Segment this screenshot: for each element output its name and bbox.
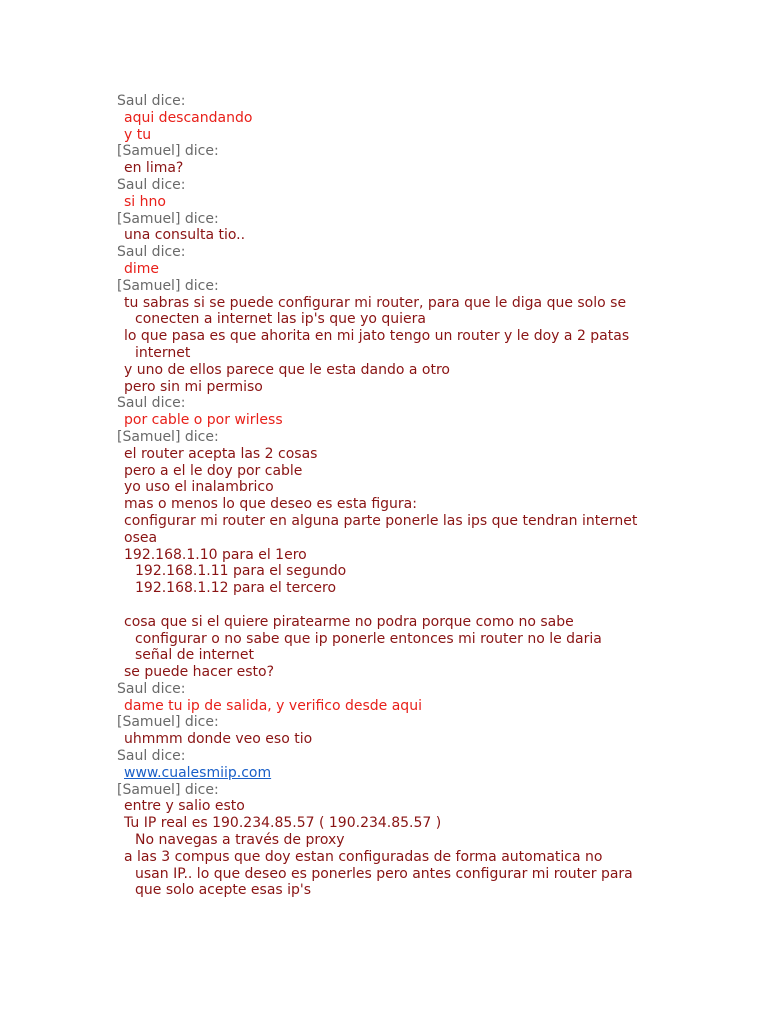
message-line-samuel: pero sin mi permiso bbox=[124, 378, 263, 395]
message-line-samuel: configurar mi router en alguna parte ponerle las ips que tendran internet bbox=[124, 512, 638, 529]
speaker-label: [Samuel] dice: bbox=[117, 714, 219, 731]
message-line-samuel: una consulta tio.. bbox=[124, 227, 246, 244]
message-continuation-samuel: señal de internet bbox=[135, 647, 254, 664]
message-line-samuel: yo uso el inalambrico bbox=[124, 479, 274, 496]
speaker-label: [Samuel] dice: bbox=[117, 143, 219, 160]
message-line-saul: dame tu ip de salida, y verifico desde aqui bbox=[124, 697, 422, 714]
speaker-label: Saul dice: bbox=[117, 244, 186, 261]
message-line-samuel: y uno de ellos parece que le esta dando a otro bbox=[124, 361, 450, 378]
message-continuation-samuel: conecten a internet las ip's que yo quiera bbox=[135, 311, 427, 328]
message-line-samuel: mas o menos lo que deseo es esta figura: bbox=[124, 496, 417, 513]
message-line-samuel: en lima? bbox=[124, 160, 184, 177]
speaker-label: Saul dice: bbox=[117, 748, 186, 765]
message-line-samuel: el router acepta las 2 cosas bbox=[124, 445, 318, 462]
speaker-label: Saul dice: bbox=[117, 395, 186, 412]
message-continuation-samuel: internet bbox=[135, 344, 191, 361]
message-line-samuel: 192.168.1.10 para el 1ero bbox=[124, 546, 307, 563]
message-line-saul: por cable o por wirless bbox=[124, 412, 283, 429]
message-line-samuel: pero a el le doy por cable bbox=[124, 462, 303, 479]
message-continuation-samuel: 192.168.1.12 para el tercero bbox=[135, 580, 337, 597]
message-line-samuel: cosa que si el quiere piratearme no podra porque como no sabe bbox=[124, 613, 574, 630]
message-continuation-samuel: que solo acepte esas ip's bbox=[135, 882, 312, 899]
speaker-label: Saul dice: bbox=[117, 680, 186, 697]
message-line-samuel: uhmmm donde veo eso tio bbox=[124, 731, 313, 748]
message-line-saul: aqui descandando bbox=[124, 109, 253, 126]
message-continuation-samuel: configurar o no sabe que ip ponerle entonces mi router no le daria bbox=[135, 630, 602, 647]
speaker-label: [Samuel] dice: bbox=[117, 210, 219, 227]
message-continuation-samuel: No navegas a través de proxy bbox=[135, 832, 345, 849]
message-line-saul: y tu bbox=[124, 126, 152, 143]
speaker-label: [Samuel] dice: bbox=[117, 277, 219, 294]
message-line-saul: dime bbox=[124, 260, 160, 277]
message-line-samuel: a las 3 compus que doy estan configuradas de forma automatica no bbox=[124, 848, 603, 865]
message-line-samuel: entre y salio esto bbox=[124, 798, 245, 815]
speaker-label: Saul dice: bbox=[117, 176, 186, 193]
speaker-label: Saul dice: bbox=[117, 93, 186, 109]
message-line-samuel: osea bbox=[124, 529, 158, 546]
speaker-label: [Samuel] dice: bbox=[117, 781, 219, 798]
message-line-samuel: se puede hacer esto? bbox=[124, 664, 275, 681]
message-line-samuel: lo que pasa es que ahorita en mi jato tengo un router y le doy a 2 patas bbox=[124, 328, 630, 345]
message-continuation-samuel: usan IP.. lo que deseo es ponerles pero antes configurar mi router para bbox=[135, 865, 633, 882]
blank-line bbox=[117, 597, 728, 614]
message-line-saul: si hno bbox=[124, 193, 166, 210]
message-link[interactable]: www.cualesmiip.com bbox=[124, 764, 272, 781]
message-line-samuel: tu sabras si se puede configurar mi router, para que le diga que solo se bbox=[124, 294, 627, 311]
message-continuation-samuel: 192.168.1.11 para el segundo bbox=[135, 563, 347, 580]
message-line-samuel: Tu IP real es 190.234.85.57 ( 190.234.85.57 ) bbox=[124, 815, 442, 832]
speaker-label: [Samuel] dice: bbox=[117, 428, 219, 445]
